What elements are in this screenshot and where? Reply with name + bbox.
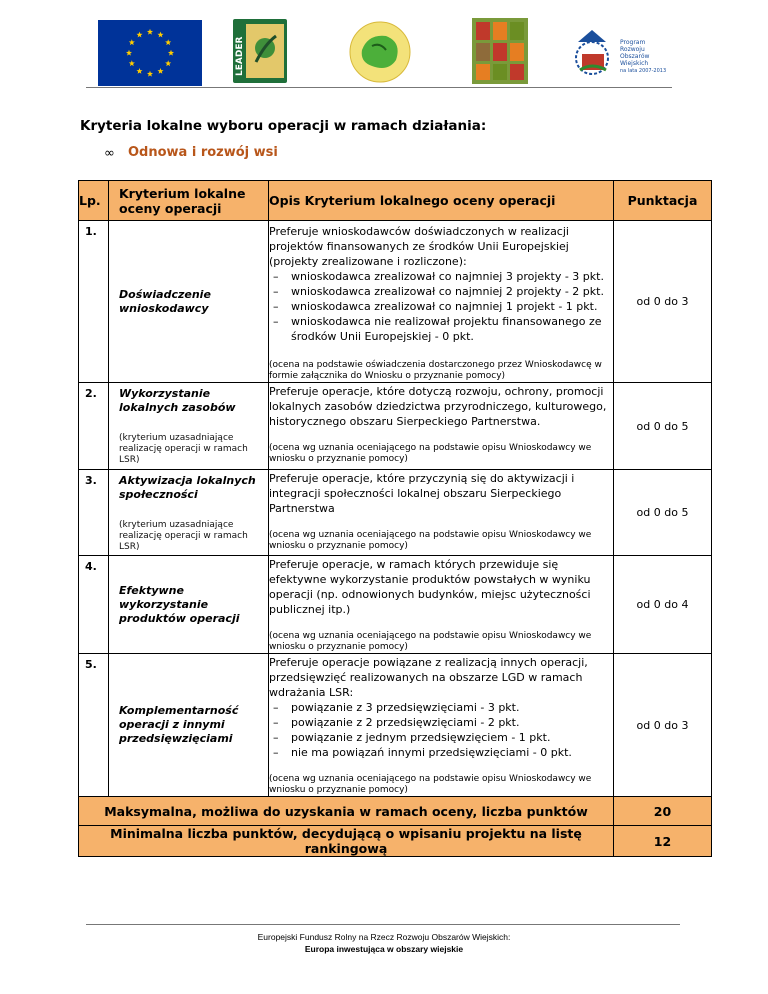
table-row (79, 470, 712, 556)
header-description: Opis Kryterium lokalnego oceny operacji (269, 193, 556, 208)
criterion-title: Doświadczenie wnioskodawcy (119, 287, 211, 315)
points-value: od 0 do 4 (614, 556, 712, 654)
header-lp: Lp. (79, 193, 101, 208)
table-row (79, 556, 712, 654)
table-row (79, 383, 712, 470)
criterion-title: Efektywne wykorzystanie produktów operacji (119, 583, 240, 625)
table-row (79, 221, 712, 383)
footer-line-2: Europa inwestująca w obszary wiejskie (304, 944, 464, 954)
criteria-table (78, 180, 712, 857)
assessment-basis: (ocena wg uznania oceniającego na podstawie opisu Wnioskodawcy we wniosku o przyznanie pomocy) (269, 774, 592, 795)
list-item: – wnioskodawca zrealizował co najmniej 1 projekt - 1 pkt. (291, 299, 613, 314)
criterion-title: Aktywizacja lokalnych społeczności (119, 474, 256, 501)
assessment-basis: (ocena na podstawie oświadczenia dostarczonego przez Wnioskodawcę w formie załącznika do Wniosku o przyznanie pomocy) (269, 360, 602, 381)
points-value: od 0 do 5 (614, 383, 712, 470)
infinity-bullet-icon: ∞ (104, 146, 115, 161)
lgd-orange-logo (472, 18, 528, 84)
header-points: Punktacja (627, 193, 698, 208)
leader-logo (232, 18, 288, 84)
criterion-list (269, 700, 613, 760)
lgd-green-logo (348, 20, 412, 84)
assessment-basis: (ocena wg uznania oceniającego na podstawie opisu Wnioskodawcy we wniosku o przyznanie pomocy) (269, 530, 592, 551)
summary-label: Minimalna liczba punktów, decydującą o wpisaniu projektu na listę rankingową (79, 826, 614, 857)
criterion-title: Wykorzystanie lokalnych zasobów (119, 387, 236, 414)
summary-row-min (79, 826, 712, 857)
prow-line-1: Program (620, 39, 646, 46)
criterion-intro: Preferuje wnioskodawców doświadczonych w realizacji projektów finansowanych ze środków Unii Europejskiej (projekty zrealizowane i rozliczone): (269, 225, 569, 268)
points-value: od 0 do 3 (614, 654, 712, 797)
criterion-intro: Preferuje operacje, w ramach których przewiduje się efektywne wykorzystanie produktów powstałych w wyniku operacji (np. odnowionych budynków, miejsc użyteczności publicznej itp.) (269, 558, 591, 616)
row-number: 3. (79, 470, 109, 556)
table-header-row (79, 181, 712, 221)
prow-line-4: Wiejskich (620, 60, 649, 67)
header-criterion: Kryterium lokalne oceny operacji (119, 185, 246, 216)
page-heading: Kryteria lokalne wyboru operacji w ramach działania: (80, 118, 487, 134)
prow-logo (572, 20, 684, 86)
list-item: – powiązanie z 2 przedsięwzięciami - 2 pkt. (291, 715, 613, 730)
list-item: – wnioskodawca zrealizował co najmniej 3 projekty - 3 pkt. (291, 269, 613, 284)
logo-bar (80, 14, 690, 84)
footer-divider (86, 924, 680, 925)
prow-line-2: Rozwoju (620, 46, 645, 53)
criterion-note: (kryterium uzasadniające realizację operacji w ramach LSR) (119, 433, 248, 465)
assessment-basis: (ocena wg uznania oceniającego na podstawie opisu Wnioskodawcy we wniosku o przyznanie pomocy) (269, 443, 592, 464)
criterion-intro: Preferuje operacje, które przyczynią się do aktywizacji i integracji społeczności lokalnej obszaru Sierpeckiego Partnerstwa (269, 472, 575, 515)
row-number: 1. (79, 221, 109, 383)
criterion-intro: Preferuje operacje powiązane z realizacją innych operacji, przedsięwzięć realizowanych na obszarze LGD w ramach wdrażania LSR: (269, 656, 588, 699)
list-item: – powiązanie z jednym przedsięwzięciem - 1 pkt. (291, 730, 613, 745)
prow-line-5: na lata 2007-2013 (620, 68, 667, 74)
action-subheading: Odnowa i rozwój wsi (128, 145, 278, 160)
leader-logo-text: LEADER (235, 36, 245, 76)
prow-line-3: Obszarów (620, 53, 650, 60)
criterion-intro: Preferuje operacje, które dotyczą rozwoju, ochrony, promocji lokalnych zasobów dziedzictwa przyrodniczego, kulturowego, historycznego obszaru Sierpeckiego Partnerstwa. (269, 385, 607, 428)
summary-value: 12 (614, 826, 712, 857)
top-divider (86, 87, 672, 88)
criterion-list (269, 269, 613, 344)
summary-value: 20 (614, 797, 712, 826)
list-item: – powiązanie z 3 przedsięwzięciami - 3 pkt. (291, 700, 613, 715)
table-row (79, 654, 712, 797)
assessment-basis: (ocena wg uznania oceniającego na podstawie opisu Wnioskodawcy we wniosku o przyznanie pomocy) (269, 631, 592, 652)
footer-line-1: Europejski Fundusz Rolny na Rzecz Rozwoju Obszarów Wiejskich: (257, 932, 511, 942)
points-value: od 0 do 5 (614, 470, 712, 556)
eu-flag-logo (98, 20, 202, 86)
criterion-note: (kryterium uzasadniające realizację operacji w ramach LSR) (119, 520, 248, 552)
points-value: od 0 do 3 (614, 221, 712, 383)
row-number: 5. (79, 654, 109, 797)
list-item: – wnioskodawca nie realizował projektu finansowanego ze środków Unii Europejskiej - 0 pkt. (291, 314, 613, 344)
row-number: 2. (79, 383, 109, 470)
summary-label: Maksymalna, możliwa do uzyskania w ramach oceny, liczba punktów (79, 797, 614, 826)
criterion-title: Komplementarność operacji z innymi przedsięwzięciami (119, 704, 239, 745)
summary-row-max (79, 797, 712, 826)
list-item: – nie ma powiązań innymi przedsięwzięciami - 0 pkt. (291, 745, 613, 760)
list-item: – wnioskodawca zrealizował co najmniej 2 projekty - 2 pkt. (291, 284, 613, 299)
row-number: 4. (79, 556, 109, 654)
